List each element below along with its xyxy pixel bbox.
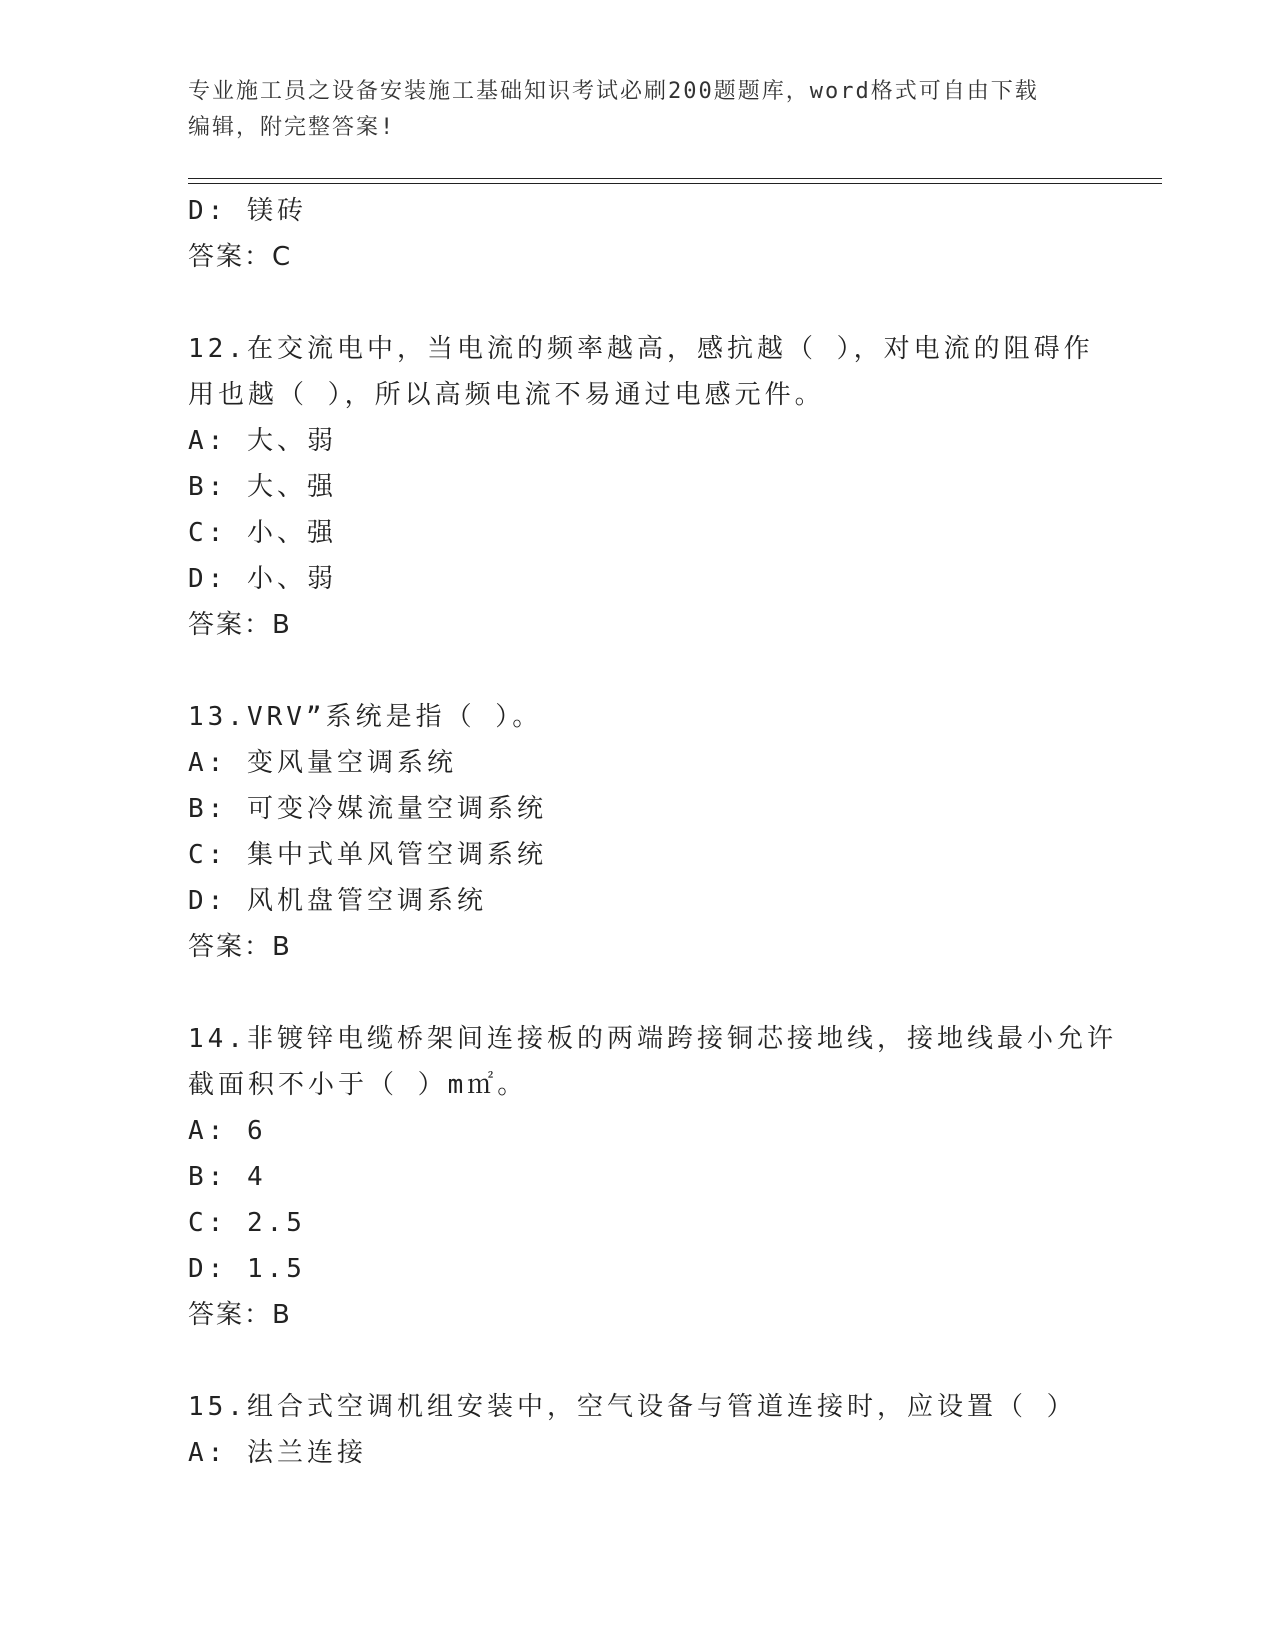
- question-stem-continued: 截面积不小于（ ）m㎡。: [188, 1070, 528, 1100]
- question-12: [188, 326, 1094, 648]
- option-d: D: 1.5: [188, 1254, 306, 1284]
- answer-line: 答案：B: [188, 932, 292, 962]
- answer-line: 答案：C: [188, 242, 293, 272]
- question-list: [188, 188, 1117, 1476]
- header-title-line-2: 编辑，附完整答案!: [188, 115, 396, 140]
- option-b: B: 可变冷媒流量空调系统: [188, 794, 547, 824]
- document-header: [188, 74, 1088, 146]
- option-d: D: 镁砖: [188, 196, 307, 226]
- spacer: [188, 970, 1088, 1016]
- question-14: [188, 1016, 1117, 1338]
- question-stem: 14.非镀锌电缆桥架间连接板的两端跨接铜芯接地线，接地线最小允许: [188, 1024, 1117, 1054]
- option-a: A: 变风量空调系统: [188, 748, 457, 778]
- option-a: A: 大、弱: [188, 426, 337, 456]
- header-divider-top: [188, 178, 1162, 179]
- spacer: [188, 648, 1088, 694]
- option-c: C: 集中式单风管空调系统: [188, 840, 547, 870]
- option-d: D: 风机盘管空调系统: [188, 886, 487, 916]
- option-c: C: 小、强: [188, 518, 337, 548]
- header-title-line-1: 专业施工员之设备安装施工基础知识考试必刷200题题库，word格式可自由下载: [188, 79, 1039, 104]
- header-divider-bottom: [188, 183, 1162, 184]
- option-c: C: 2.5: [188, 1208, 306, 1238]
- option-b: B: 4: [188, 1162, 267, 1192]
- option-b: B: 大、强: [188, 472, 337, 502]
- option-a: A: 法兰连接: [188, 1438, 367, 1468]
- question-stem: 13.VRV”系统是指（ ）。: [188, 702, 543, 732]
- option-a: A: 6: [188, 1116, 267, 1146]
- previous-question-tail: [188, 188, 1088, 280]
- question-15: [188, 1384, 1088, 1476]
- spacer: [188, 1338, 1088, 1384]
- option-d: D: 小、弱: [188, 564, 337, 594]
- question-stem: 12.在交流电中，当电流的频率越高，感抗越（ ），对电流的阻碍作: [188, 334, 1094, 364]
- question-stem-continued: 用也越（ ），所以高频电流不易通过电感元件。: [188, 380, 825, 410]
- spacer: [188, 280, 1088, 326]
- answer-line: 答案：B: [188, 1300, 292, 1330]
- question-stem: 15.组合式空调机组安装中，空气设备与管道连接时，应设置（ ）: [188, 1392, 1077, 1422]
- question-13: [188, 694, 1088, 970]
- answer-line: 答案：B: [188, 610, 292, 640]
